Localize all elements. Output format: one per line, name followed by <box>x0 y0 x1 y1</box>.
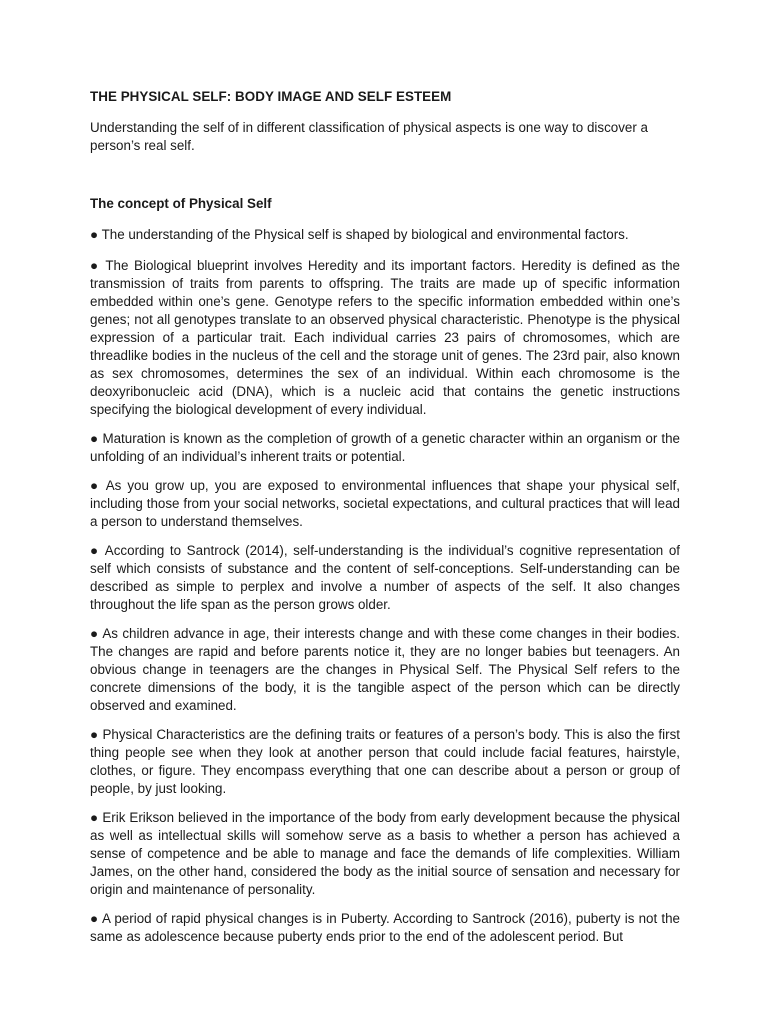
bullet-paragraph: ● The Biological blueprint involves Heredity and its important factors. Heredity is defined as the transmission of traits from parents to offspring. The traits are made up of specific information embedded within one’s gene. Genotype refers to the specific information embedded within one’s genes; not all genotypes translate to an observed physical characteristic. Phenotype is the physical expression of a particular trait. Each individual carries 23 pairs of chromosomes, which are threadlike bodies in the nucleus of the cell and the storage unit of genes. The 23rd pair, also known as sex chromosomes, determines the sex of an individual. Within each chromosome is the deoxyribonucleic acid (DNA), which is a nucleic acid that contains the genetic instructions specifying the biological development of every individual. <box>90 258 680 417</box>
bullet-paragraph: ● Maturation is known as the completion of growth of a genetic character within an organism or the unfolding of an individual’s inherent traits or potential. <box>90 431 680 464</box>
bullet-paragraph: ● Physical Characteristics are the defining traits or features of a person’s body. This is also the first thing people see when they look at another person that could include facial features, hairstyle, clothes, or figure. They encompass everything that one can describe about a person or group of people, by just looking. <box>90 727 680 796</box>
bullet-paragraph: ● Erik Erikson believed in the importance of the body from early development because the physical as well as intellectual skills will somehow serve as a basis to whether a person has achieved a sense of competence and be able to manage and face the demands of life complexities. William James, on the other hand, considered the body as the initial source of sensation and necessary for origin and maintenance of personality. <box>90 810 680 897</box>
bullet-paragraph: ● As children advance in age, their interests change and with these come changes in their bodies. The changes are rapid and before parents notice it, they are no longer babies but teenagers. An obvious change in teenagers are the changes in Physical Self. The Physical Self refers to the concrete dimensions of the body, it is the tangible aspect of the person which can be directly observed and examined. <box>90 626 680 713</box>
bullet-paragraph: ● A period of rapid physical changes is in Puberty. According to Santrock (2016), puberty is not the same as adolescence because puberty ends prior to the end of the adolescent period. But <box>90 911 680 944</box>
bullet-paragraph: ● The understanding of the Physical self is shaped by biological and environmental factors. <box>90 227 629 242</box>
section-heading: The concept of Physical Self <box>90 196 272 211</box>
document-title: THE PHYSICAL SELF: BODY IMAGE AND SELF ESTEEM <box>90 89 452 104</box>
bullet-paragraph: ● As you grow up, you are exposed to environmental influences that shape your physical self, including those from your social networks, societal expectations, and cultural practices that will lead a person to understand themselves. <box>90 478 680 529</box>
intro-paragraph: Understanding the self of in different classification of physical aspects is one way to discover a person’s real self. <box>90 120 648 153</box>
bullet-paragraph: ● According to Santrock (2014), self-understanding is the individual’s cognitive representation of self which consists of substance and the content of self-conceptions. Self-understanding can be described as simple to perplex and involve a number of aspects of the self. It also changes throughout the life span as the person grows older. <box>90 543 680 612</box>
document-page <box>90 88 680 957</box>
